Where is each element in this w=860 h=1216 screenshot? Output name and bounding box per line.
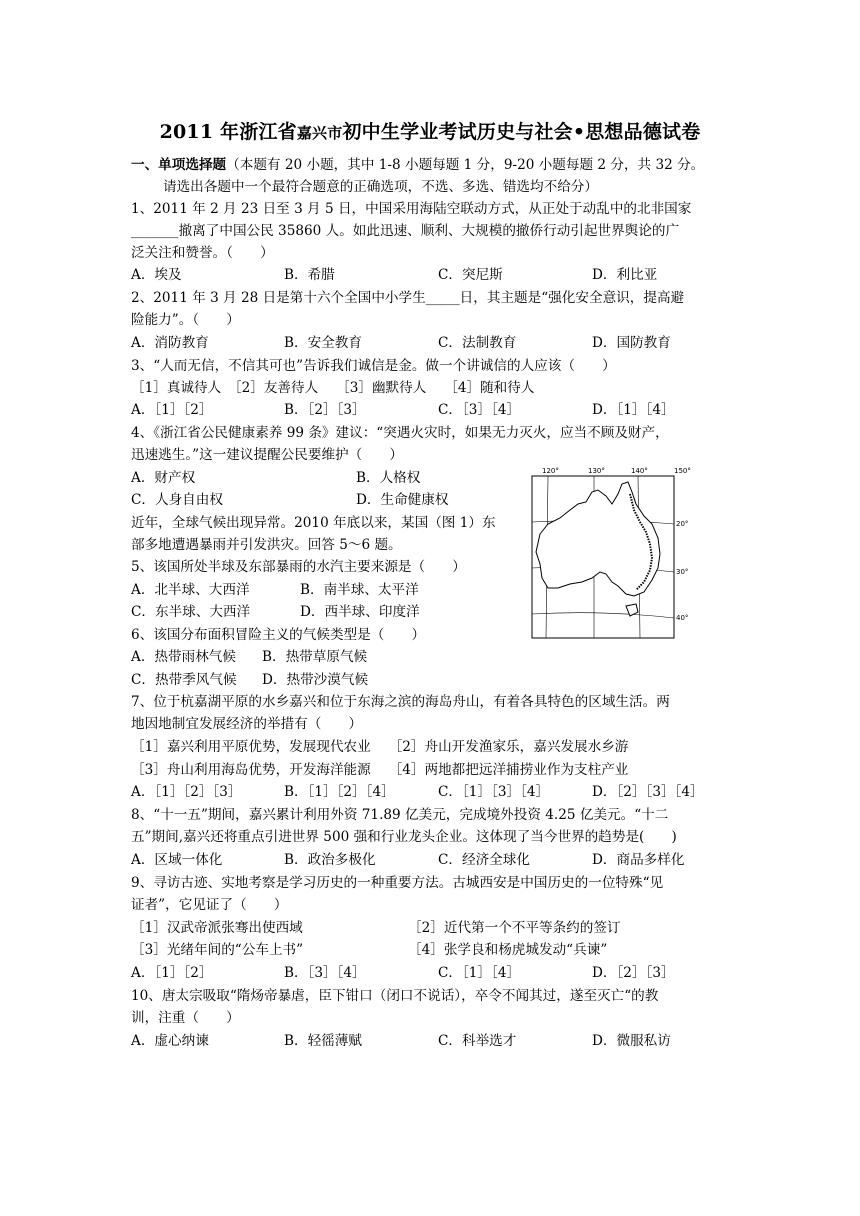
title-part: 2011 年浙江省 xyxy=(159,121,297,143)
option-b: B．南半球、太平洋 xyxy=(300,582,419,598)
question-text: 9、寻访古迹、实地考察是学习历史的一种重要方法。古城西安是中国历史的一位特殊“见 xyxy=(131,875,664,891)
question-text: _______撤离了中国公民 35860 人。如此迅速、顺利、大规模的撤侨行动引起世界舆论的广 xyxy=(131,223,680,239)
option-c: C．人身自由权 xyxy=(131,492,223,508)
lon-label: 120° xyxy=(542,467,559,475)
option-a: A．财产权 xyxy=(131,470,196,486)
option-a: A．［1］［2］ xyxy=(131,402,213,418)
option-c: C．科举选才 xyxy=(438,1033,517,1049)
option-b: B．［1］［2］［4］ xyxy=(284,784,395,800)
option-d: D．生命健康权 xyxy=(356,492,449,508)
section-heading xyxy=(131,155,704,175)
lon-label: 130° xyxy=(588,467,605,475)
question-text: 证者”，它见证了（ ） xyxy=(131,897,288,913)
australia-outline xyxy=(536,482,660,596)
latitude-line xyxy=(532,613,674,618)
section-note: 请选出各题中一个最符合题意的正确选项，不选、多选、错选均不给分） xyxy=(163,179,598,195)
option-d: D．国防教育 xyxy=(592,335,671,351)
option-d: D．商品多样化 xyxy=(592,852,685,868)
question-text: 8、“十一五”期间，嘉兴累计利用外资 71.89 亿美元，完成境外投资 4.25 亿美元。“十二 xyxy=(131,807,669,823)
question-items: ［3］舟山利用海岛优势，开发海洋能源 ［4］两地都把远洋捕捞业作为支柱产业 xyxy=(131,762,629,778)
passage-text: 近年，全球气候出现异常。2010 年底以来，某国（图 1）东 xyxy=(131,515,496,531)
question-text: 5、该国所处半球及东部暴雨的水汽主要来源是（ ） xyxy=(131,559,466,575)
question-item: ［3］光绪年间的“公车上书” xyxy=(131,942,304,958)
option-b: B．热带草原气候 xyxy=(262,649,368,665)
question-text: 6、该国分布面积冒险主义的气候类型是（ ） xyxy=(131,627,426,643)
option-d: D．［1］［4］ xyxy=(592,402,675,418)
question-item: ［2］近代第一个不平等条约的签订 xyxy=(408,920,621,936)
question-item: ［1］汉武帝派张骞出使西域 xyxy=(131,920,303,936)
option-d: D．［2］［3］ xyxy=(592,965,675,981)
section-label: 一、单项选择题 xyxy=(131,157,227,173)
option-a: A．虚心纳谏 xyxy=(131,1033,209,1049)
option-b: B．［2］［3］ xyxy=(284,402,366,418)
option-a: A．［1］［2］ xyxy=(131,965,213,981)
question-text: 4、《浙江省公民健康素养 99 条》建议：“突遇火灾时，如果无力灭火，应当不顾及财产， xyxy=(131,425,669,441)
option-d: D．微服私访 xyxy=(592,1033,671,1049)
title-city: 嘉兴市 xyxy=(296,124,343,142)
option-c: C．突尼斯 xyxy=(438,267,503,283)
option-a: A．［1］［2］［3］ xyxy=(131,784,242,800)
option-a: A．消防教育 xyxy=(131,335,209,351)
question-items: ［1］真诚待人 ［2］友善待人 ［3］幽默待人 ［4］随和待人 xyxy=(131,380,535,396)
option-b: B．［3］［4］ xyxy=(284,965,366,981)
question-text: 训，注重（ ） xyxy=(131,1010,240,1026)
option-a: A．北半球、大西洋 xyxy=(131,582,250,598)
option-d: D．热带沙漠气候 xyxy=(262,672,369,688)
question-text: 3、“人而无信，不信其可也”告诉我们诚信是金。做一个讲诚信的人应该（ ） xyxy=(131,358,616,374)
option-c: C．经济全球化 xyxy=(438,852,530,868)
option-b: B．希腊 xyxy=(284,267,335,283)
option-d: D．利比亚 xyxy=(592,267,658,283)
exam-title xyxy=(0,117,860,144)
lon-label: 150° xyxy=(674,467,691,475)
option-d: D．［2］［3］［4］ xyxy=(592,784,704,800)
question-text: 7、位于杭嘉湖平原的水乡嘉兴和位于东海之滨的海岛舟山，有着各具特色的区域生活。两 xyxy=(131,694,670,710)
passage-text: 部多地遭遇暴雨并引发洪灾。回答 5～6 题。 xyxy=(131,537,402,553)
option-c: C．法制教育 xyxy=(438,335,517,351)
option-c: C．［3］［4］ xyxy=(438,402,521,418)
lat-label: 30° xyxy=(676,568,689,576)
option-b: B．政治多极化 xyxy=(284,852,376,868)
question-text: 泛关注和赞誉。（ ） xyxy=(131,245,274,261)
question-items: ［1］嘉兴利用平原优势，发展现代农业 ［2］舟山开发渔家乐，嘉兴发展水乡游 xyxy=(131,739,629,755)
question-text: 五”期间,嘉兴还将重点引进世界 500 强和行业龙头企业。这体现了当今世界的趋势是( ) xyxy=(131,829,677,845)
section-note: （本题有 20 小题，其中 1-8 小题每题 1 分，9-20 小题每题 2 分，共 32 分。 xyxy=(226,157,705,173)
australia-map-figure xyxy=(526,464,700,642)
lon-label: 140° xyxy=(631,467,648,475)
option-c: C．［1］［3］［4］ xyxy=(438,784,550,800)
question-item: ［4］张学良和杨虎城发动“兵谏” xyxy=(408,942,608,958)
option-d: D．西半球、印度洋 xyxy=(300,604,420,620)
question-text: 地因地制宜发展经济的举措有（ ） xyxy=(131,716,363,732)
lat-label: 40° xyxy=(676,614,689,622)
option-a: A．热带雨林气候 xyxy=(131,649,236,665)
option-b: B．轻徭薄赋 xyxy=(284,1033,362,1049)
question-text: 2、2011 年 3 月 28 日是第十六个全国中小学生_____日，其主题是“强化安全意识，提高避 xyxy=(131,290,685,306)
option-c: C．东半球、大西洋 xyxy=(131,604,251,620)
lat-label: 20° xyxy=(676,520,689,528)
question-text: 迅速逃生。”这一建议提醒公民要维护（ ） xyxy=(131,447,404,463)
option-c: C．［1］［4］ xyxy=(438,965,521,981)
question-text: 险能力”。（ ） xyxy=(131,312,240,328)
option-a: A．区域一体化 xyxy=(131,852,223,868)
question-text: 10、唐太宗吸取“隋炀帝暴虐，臣下钳口（闭口不说话），卒令不闻其过，遂至灭亡“的教 xyxy=(131,988,659,1004)
question-text: 1、2011 年 2 月 23 日至 3 月 5 日，中国采用海陆空联动方式，从正处于动乱中的北非国家 xyxy=(131,201,692,217)
option-a: A．埃及 xyxy=(131,267,182,283)
title-part: 初中生学业考试历史与社会•思想品德试卷 xyxy=(342,121,701,143)
option-c: C．热带季风气候 xyxy=(131,672,237,688)
option-b: B．人格权 xyxy=(356,470,421,486)
option-b: B．安全教育 xyxy=(284,335,362,351)
